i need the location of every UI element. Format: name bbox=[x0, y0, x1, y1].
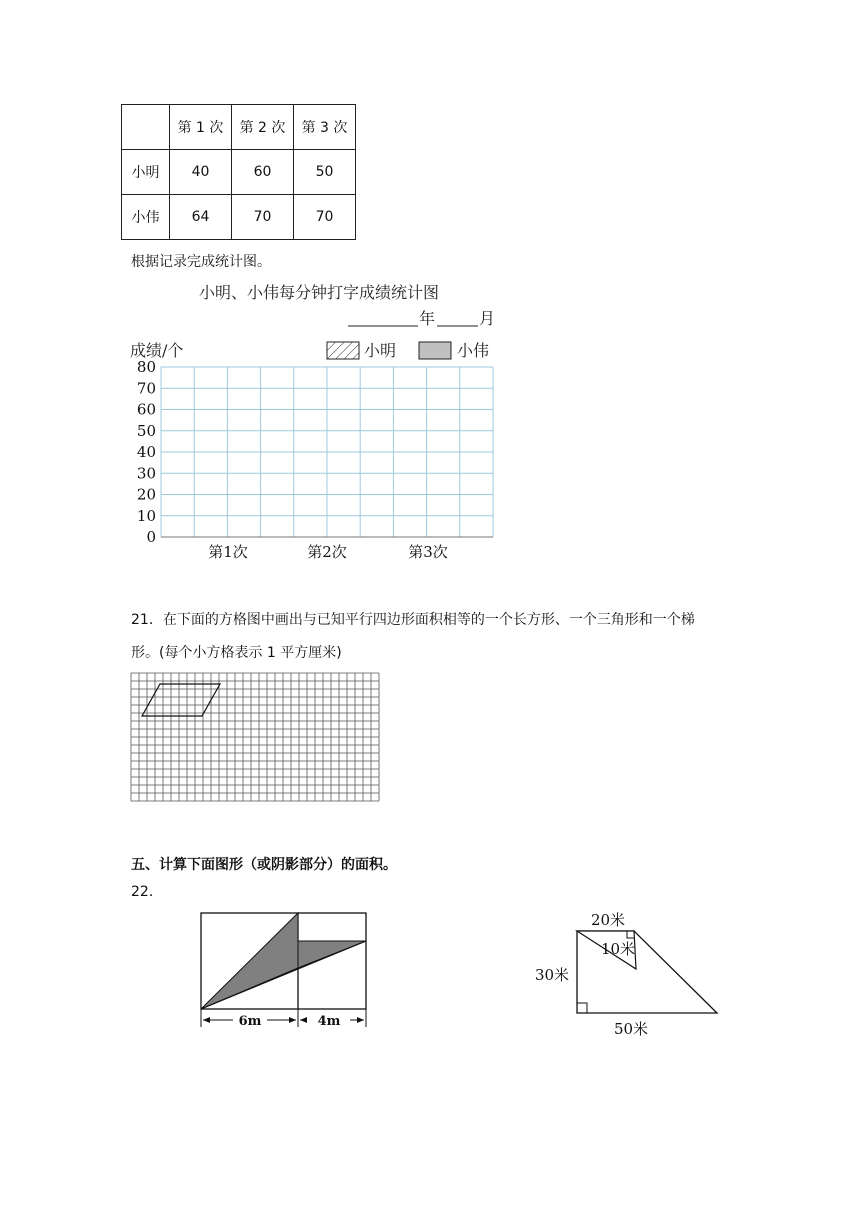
y-tick-label: 50 bbox=[136, 421, 156, 440]
table-header-cell bbox=[122, 105, 170, 150]
bar-chart bbox=[0, 270, 860, 570]
arrow-head bbox=[289, 1017, 296, 1023]
question-21-line1: 21．在下面的方格图中画出与已知平行四边形面积相等的一个长方形、一个三角形和一个梯 bbox=[131, 612, 695, 628]
label-30m: 30米 bbox=[534, 966, 570, 984]
arrow-head bbox=[357, 1017, 364, 1023]
y-axis-label: 成绩/个 bbox=[130, 341, 184, 360]
question-21-line2: 形。(每个小方格表示 1 平方厘米) bbox=[131, 645, 342, 661]
table-header-cell: 第 2 次 bbox=[232, 105, 294, 150]
date-month-label: 月 bbox=[479, 309, 496, 328]
table-row bbox=[122, 150, 356, 195]
label-20m: 20米 bbox=[590, 911, 626, 929]
record-table bbox=[121, 104, 356, 240]
legend-label-xiaoming: 小明 bbox=[364, 341, 397, 360]
table-cell: 50 bbox=[294, 150, 356, 195]
legend-label-xiaowei: 小伟 bbox=[457, 341, 490, 360]
section-5-heading: 五、计算下面图形（或阴影部分）的面积。 bbox=[131, 857, 397, 873]
figure-2-trapezoid bbox=[530, 905, 730, 1045]
table-row-label: 小明 bbox=[122, 150, 170, 195]
y-tick-label: 0 bbox=[146, 528, 156, 546]
dim-label-6m: 6m bbox=[238, 1014, 262, 1029]
y-tick-label: 60 bbox=[136, 400, 156, 419]
table-row bbox=[122, 195, 356, 240]
square-grid-figure bbox=[130, 672, 384, 806]
chart-title: 小明、小伟每分钟打字成绩统计图 bbox=[198, 283, 440, 302]
table-cell: 60 bbox=[232, 150, 294, 195]
table-header-cell: 第 3 次 bbox=[294, 105, 356, 150]
y-tick-label: 70 bbox=[136, 379, 156, 398]
shaded-triangle-left bbox=[201, 913, 298, 1009]
y-tick-label: 30 bbox=[136, 464, 156, 483]
table-cell: 70 bbox=[294, 195, 356, 240]
label-10m: 10米 bbox=[600, 940, 636, 958]
x-tick-label: 第1次 bbox=[208, 543, 248, 561]
table-header-row bbox=[122, 105, 356, 150]
table-row-label: 小伟 bbox=[122, 195, 170, 240]
y-tick-label: 20 bbox=[136, 485, 156, 504]
chart-grid bbox=[161, 367, 493, 537]
label-50m: 50米 bbox=[613, 1020, 649, 1038]
right-angle-mark bbox=[577, 1003, 587, 1013]
y-tick-labels bbox=[137, 358, 156, 546]
dim-label-4m: 4m bbox=[317, 1014, 341, 1029]
y-tick-label: 40 bbox=[136, 443, 156, 461]
date-year-label: 年 bbox=[419, 309, 436, 328]
square-grid bbox=[131, 673, 379, 801]
question-22-number: 22． bbox=[131, 884, 163, 900]
table-cell: 40 bbox=[170, 150, 232, 195]
x-tick-labels bbox=[208, 543, 448, 561]
x-tick-label: 第2次 bbox=[307, 543, 347, 561]
legend-swatch-xiaowei bbox=[419, 342, 451, 359]
figure-1-rectangles bbox=[195, 905, 375, 1035]
x-tick-label: 第3次 bbox=[408, 543, 448, 561]
instruction-text: 根据记录完成统计图。 bbox=[131, 254, 271, 270]
y-tick-label: 10 bbox=[136, 506, 156, 525]
legend-swatch-xiaoming bbox=[327, 342, 359, 359]
table-cell: 70 bbox=[232, 195, 294, 240]
arrow-head bbox=[203, 1017, 210, 1023]
y-tick-label: 80 bbox=[136, 358, 156, 376]
table-cell: 64 bbox=[170, 195, 232, 240]
table-header-cell: 第 1 次 bbox=[170, 105, 232, 150]
arrow-head bbox=[300, 1017, 307, 1023]
